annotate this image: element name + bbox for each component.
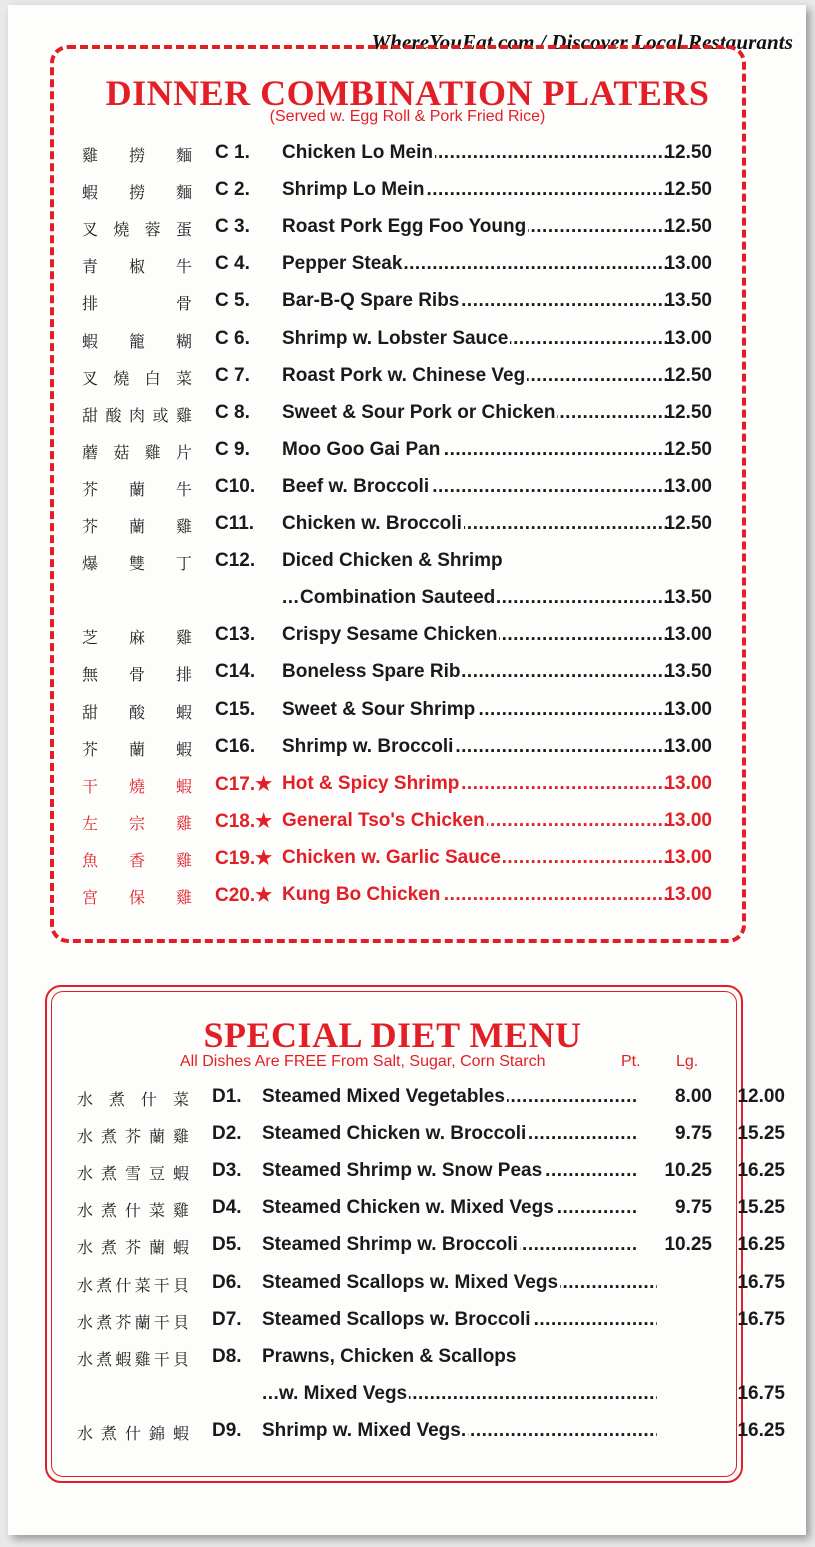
item-name-text: Moo Goo Gai Pan [282,438,441,460]
item-name-text: Steamed Mixed Vegetables [262,1086,505,1107]
chinese-name: 排 骨 [82,294,192,314]
item-code: C14. [215,661,256,683]
chinese-name: 芥 蘭 牛 [82,479,192,499]
chinese-name: 水 煮 芥 蘭 雞 [77,1127,189,1147]
chinese-name: 甜 酸 蝦 [82,702,192,722]
item-name [282,847,503,869]
item-name-text: Hot & Spicy Shrimp [282,772,460,794]
item-price-large: 16.75 [737,1271,785,1293]
menu-item-row[interactable] [82,365,722,391]
item-price: 13.00 [664,735,712,757]
item-code: D5. [212,1234,242,1256]
item-price: 13.00 [664,772,712,794]
item-price: 12.50 [664,179,712,201]
chinese-name: 水 煮 什 菜 干 貝 [77,1275,189,1295]
menu-item-row[interactable] [82,587,722,613]
chinese-name: 水 煮 芥 蘭 干 貝 [77,1312,189,1332]
item-price: 13.00 [664,884,712,905]
item-name-text: Chicken Lo Mein [282,142,433,163]
item-name [282,216,528,238]
diet-item-row[interactable] [77,1160,785,1186]
item-price-large: 12.00 [737,1086,785,1107]
item-price-pint: 10.25 [637,1234,712,1256]
chinese-name: 左 宗 雞 [82,813,192,833]
item-price: 13.00 [664,846,712,868]
item-name [282,142,435,164]
item-code: C 2. [215,179,250,201]
chinese-name: 甜 酸 肉 或 雞 [82,405,192,425]
item-price: 13.50 [664,661,712,683]
item-price: 13.00 [664,698,712,720]
item-price-large: 16.75 [737,1308,785,1330]
item-price: 13.00 [664,253,712,275]
item-name [282,290,461,312]
item-name-text: Steamed Scallops w. Broccoli [262,1308,531,1330]
item-code: C12. [215,550,256,572]
item-code: C10. [215,475,256,497]
item-name-text: Beef w. Broccoli [282,475,430,497]
item-name-text: Boneless Spare Rib [282,661,461,683]
item-name [262,1346,518,1368]
menu-item-row[interactable] [82,736,722,762]
item-name [282,253,404,275]
item-code: C 8. [215,401,250,423]
chinese-name: 水 煮 芥 蘭 蝦 [77,1238,189,1258]
item-price-large: 16.75 [737,1382,785,1404]
item-price-large: 15.25 [737,1123,785,1145]
item-code: C 4. [215,253,250,275]
item-code: C11. [215,513,255,534]
item-code: C 3. [215,216,250,238]
item-name [262,1309,533,1331]
menu-item-row[interactable] [82,216,722,242]
item-name [282,699,477,721]
item-price-pint: 10.25 [637,1160,712,1182]
item-name-text: Steamed Shrimp w. Snow Peas [262,1160,543,1182]
item-code: C13. [215,624,256,646]
item-name-text: Shrimp w. Mixed Vegs. [262,1419,467,1441]
item-price: 13.00 [664,809,712,831]
item-code: C 5. [215,290,250,312]
item-code: D9. [212,1419,242,1441]
chinese-name: 蝦 籠 糊 [82,331,192,351]
item-price: 13.00 [664,475,712,497]
item-code: C20.★ [215,885,273,906]
item-name [262,1197,556,1219]
item-name [282,402,557,424]
item-name [282,773,461,795]
chinese-name: 水 煮 蝦 雞 干 貝 [77,1349,189,1369]
item-name-text: Sweet & Sour Pork or Chicken [282,401,556,423]
item-name [262,1420,468,1442]
item-name [300,587,497,609]
item-name [282,736,455,758]
item-name-text: Roast Pork w. Chinese Veg [282,364,526,386]
item-price-large: 16.25 [737,1234,785,1256]
item-name [282,624,499,646]
diet-col-large: Lg. [676,1053,699,1070]
diet-item-row[interactable] [77,1086,785,1112]
chinese-name: 叉 燒 白 菜 [82,368,192,388]
chinese-name: 水 煮 什 菜 [77,1090,189,1109]
item-price: 12.50 [664,513,712,534]
chinese-name: 蘑 菇 雞 片 [82,442,192,462]
item-name-text: Shrimp w. Broccoli [282,735,454,757]
item-price: 13.50 [664,290,712,312]
item-name-text: Bar-B-Q Spare Ribs [282,290,460,312]
item-name [282,513,464,535]
menu-item-row[interactable] [82,699,722,725]
chinese-name: 水 煮 什 菜 雞 [77,1201,189,1221]
item-name [279,1383,409,1405]
item-name-text: Crispy Sesame Chicken [282,624,498,646]
item-name [262,1123,528,1145]
item-price-large: 16.25 [737,1160,785,1182]
item-name-text: Diced Chicken & Shrimp [282,550,503,572]
item-name [282,439,442,461]
menu-item-row[interactable] [82,513,722,539]
item-code: C18.★ [215,810,273,832]
item-price: 12.50 [664,438,712,460]
chinese-name: 叉 燒 蓉 蛋 [82,220,192,240]
chinese-name: 蝦 撈 麵 [82,183,192,203]
item-code: D2. [212,1123,242,1145]
item-name [262,1160,544,1182]
chinese-name: 芥 蘭 蝦 [82,739,192,759]
item-name-text: Prawns, Chicken & Scallops [262,1345,517,1367]
menu-item-row[interactable] [82,847,722,873]
menu-item-row[interactable] [82,439,722,465]
diet-item-row[interactable] [77,1308,785,1335]
chinese-name: 魚 香 雞 [82,850,192,870]
diet-item-row[interactable] [77,1234,785,1260]
item-code: C17.★ [215,773,273,795]
item-code: C 7. [215,364,250,386]
chinese-name: 芝 麻 雞 [82,628,192,648]
chinese-name: 芥 蘭 雞 [82,517,192,536]
item-name-text: Shrimp Lo Mein [282,179,425,201]
diet-item-row[interactable] [77,1123,785,1149]
item-code: D6. [212,1271,242,1293]
item-name [262,1272,560,1294]
menu-item-row[interactable] [82,624,722,650]
menu-item-row[interactable] [82,810,722,836]
item-name-text: Pepper Steak [282,253,403,275]
item-price: 12.50 [664,364,712,386]
chinese-name: 青 椒 牛 [82,257,192,277]
item-name [262,1234,520,1256]
item-name-text: w. Mixed Vegs [279,1382,408,1404]
item-price-pint: 9.75 [637,1197,712,1219]
combo-subtitle: (Served w. Egg Roll & Pork Fried Rice) [269,108,546,125]
item-name [282,550,505,572]
item-price-large: 16.25 [737,1419,785,1441]
item-name-text: Steamed Chicken w. Broccoli [262,1123,527,1145]
chinese-name: 無 骨 排 [82,665,192,685]
chinese-name: 水 煮 雪 豆 蝦 [77,1164,189,1184]
item-code: C 1. [215,142,250,163]
item-name [282,179,427,201]
item-price-pint: 9.75 [637,1123,712,1145]
item-price-pint: 8.00 [637,1086,712,1108]
item-price: 13.50 [664,587,712,609]
item-name-text: Chicken w. Garlic Sauce [282,846,501,868]
menu-item-row[interactable] [82,290,722,316]
diet-title: SPECIAL DIET MENU [203,1015,582,1055]
item-name-text: Steamed Shrimp w. Broccoli [262,1234,518,1256]
item-name [282,476,431,498]
diet-subtitle: All Dishes Are FREE From Salt, Sugar, Corn Starch [180,1053,546,1070]
diet-item-row[interactable] [77,1346,717,1372]
item-code: C 9. [215,438,250,460]
item-name-text: Chicken w. Broccoli [282,513,462,534]
menu-item-row[interactable] [82,661,722,687]
diet-col-pint: Pt. [621,1053,641,1070]
chinese-name: 雞 撈 麵 [82,146,192,165]
menu-item-row[interactable] [82,884,722,910]
chinese-name: 水 煮 什 錦 蝦 [77,1423,189,1443]
item-code: D4. [212,1197,242,1219]
item-price: 13.00 [664,327,712,349]
chinese-name: 干 燒 蝦 [82,776,192,796]
item-name [262,1086,507,1108]
menu-item-row[interactable] [82,179,722,205]
diet-item-row[interactable] [77,1197,785,1223]
item-price: 12.50 [664,216,712,238]
item-name [282,328,510,350]
menu-item-row[interactable] [82,773,722,799]
item-name [282,661,462,683]
menu-item-row[interactable] [82,550,722,576]
item-name-text: General Tso's Chicken [282,809,485,831]
diet-item-row[interactable] [77,1382,785,1409]
item-code: C16. [215,735,256,757]
item-name [282,810,487,832]
chinese-name: 爆 雙 丁 [82,554,192,574]
item-code: C15. [215,698,256,720]
item-code: D7. [212,1308,242,1330]
item-price: 12.50 [664,401,712,423]
item-price: 13.00 [664,624,712,646]
item-code: D8. [212,1345,242,1367]
item-name-text: Steamed Scallops w. Mixed Vegs [262,1271,559,1293]
item-code: D1. [212,1086,242,1107]
menu-item-row[interactable] [82,142,722,168]
chinese-name: 宮 保 雞 [82,888,192,907]
item-code: C19.★ [215,847,273,869]
menu-item-row[interactable] [82,402,722,428]
item-code: D3. [212,1160,242,1182]
item-name-text: Steamed Chicken w. Mixed Vegs [262,1197,554,1219]
item-price: 12.50 [664,142,712,163]
item-code: C 6. [215,327,250,349]
watermark: WhereYouEat.com / Discover Local Restaurants [371,30,793,54]
menu-item-row[interactable] [82,328,722,354]
item-price-large: 15.25 [737,1197,785,1219]
combo-title: DINNER COMBINATION PLATERS [105,73,710,113]
item-name [282,884,442,906]
menu-item-row[interactable] [82,253,722,279]
item-name-text: Kung Bo Chicken [282,884,441,905]
item-name-text: Sweet & Sour Shrimp [282,698,476,720]
menu-item-row[interactable] [82,476,722,502]
item-name-text: Roast Pork Egg Foo Young [282,216,527,238]
item-name [282,365,527,387]
diet-item-row[interactable] [77,1271,785,1298]
diet-item-row[interactable] [77,1419,785,1446]
item-name-text: Combination Sauteed [300,587,496,609]
item-name-text: Shrimp w. Lobster Sauce [282,327,509,349]
